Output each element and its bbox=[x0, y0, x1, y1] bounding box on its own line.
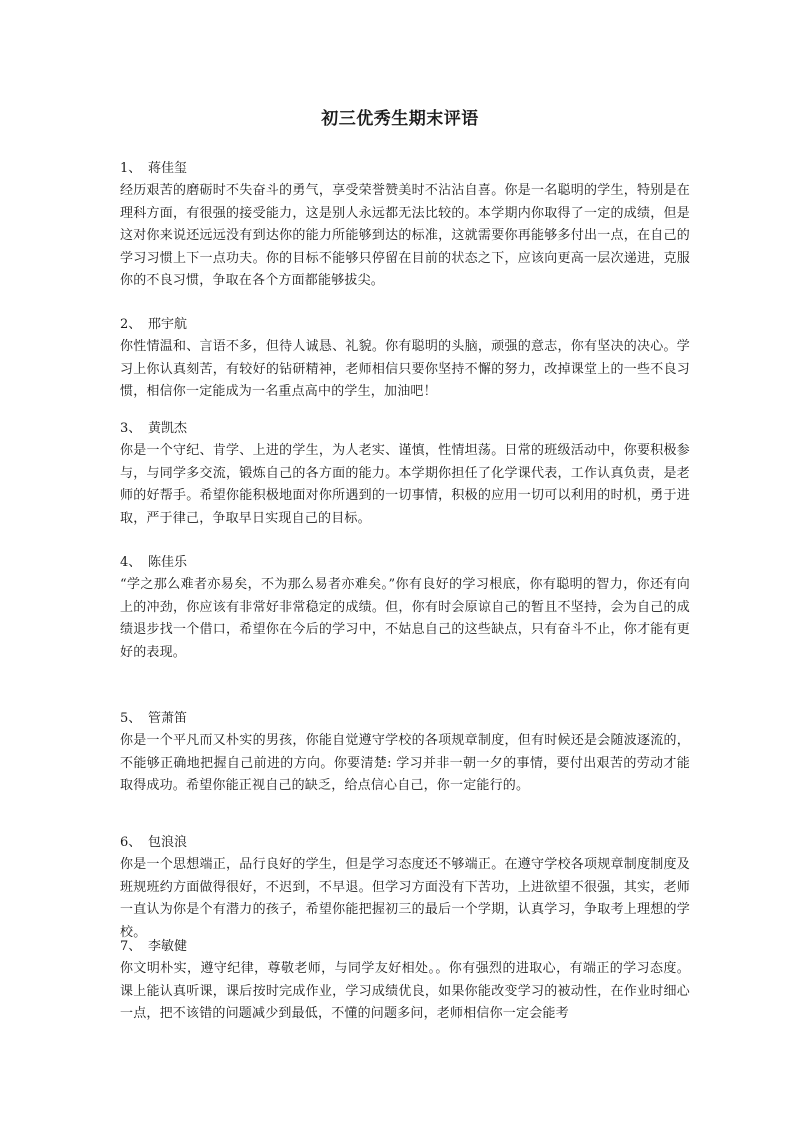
comment-entry bbox=[120, 708, 690, 798]
comment-text: “学之那么难者亦易矣，不为那么易者亦难矣。”你有良好的学习根底，你有聪明的智力，你还有向上的冲劲，你应该有非常好非常稳定的成绩。但，你有时会原谅自己的暂且不坚持，会为自己的成绩退步找一个借口，希望你在今后的学习中，不姑息自己的这些缺点，只有奋斗不止，你才能有更好的表现。 bbox=[120, 577, 690, 660]
student-name: 管萧笛 bbox=[148, 711, 188, 726]
document-title: 初三优秀生期末评语 bbox=[321, 109, 479, 129]
student-name: 陈佳乐 bbox=[148, 555, 188, 570]
comment-entry bbox=[120, 158, 690, 293]
entry-number: 4、 bbox=[120, 555, 142, 570]
comment-entry bbox=[120, 936, 690, 1026]
entry-number: 6、 bbox=[120, 835, 142, 850]
entry-number: 2、 bbox=[120, 317, 142, 332]
comment-entry bbox=[120, 552, 690, 664]
entry-heading bbox=[120, 832, 690, 854]
entry-number: 5、 bbox=[120, 711, 142, 726]
student-name: 包浪浪 bbox=[148, 835, 188, 850]
comment-entry bbox=[120, 832, 690, 944]
student-name: 蒋佳玺 bbox=[148, 161, 188, 176]
entry-heading bbox=[120, 552, 690, 574]
entry-number: 1、 bbox=[120, 161, 142, 176]
entry-number: 7、 bbox=[120, 939, 142, 954]
comment-text: 你文明朴实，遵守纪律，尊敬老师，与同学友好相处。。你有强烈的进取心，有端正的学习态度。课上能认真听课，课后按时完成作业，学习成绩优良，如果你能改变学习的被动性，在作业时细心一点，把不该错的问题减少到最低，不懂的问题多问，老师相信你一定会能考 bbox=[120, 961, 690, 1021]
comment-text: 你是一个守纪、肯学、上进的学生，为人老实、谨慎，性情坦荡。日常的班级活动中，你要积极参与，与同学多交流，锻炼自己的各方面的能力。本学期你担任了化学课代表，工作认真负责，是老师的好帮手。希望你能积极地面对你所遇到的一切事情，积极的应用一切可以利用的时机，勇于进取，严于律己，争取早日实现自己的目标。 bbox=[120, 443, 690, 526]
comment-text: 你是一个平凡而又朴实的男孩，你能自觉遵守学校的各项规章制度，但有时候还是会随波逐流的，不能够正确地把握自己前进的方向。你要清楚: 学习并非一朝一夕的事情，要付出艰苦的劳动才能取得成功。希望你能正视自己的缺乏，给点信心自己，你一定能行的。 bbox=[120, 733, 690, 793]
comment-text: 你是一个思想端正，品行良好的学生，但是学习态度还不够端正。在遵守学校各项规章制度制度及班规班约方面做得很好，不迟到，不早退。但学习方面没有下苦功，上进欲望不很强，其实，老师一直认为你是个有潜力的孩子，希望你能把握初三的最后一个学期，认真学习，争取考上理想的学校。 bbox=[120, 857, 690, 940]
entry-number: 3、 bbox=[120, 421, 142, 436]
student-name: 黄凯杰 bbox=[148, 421, 188, 436]
comment-entry bbox=[120, 314, 690, 404]
comment-text: 你性情温和、言语不多，但待人诚恳、礼貌。你有聪明的头脑，顽强的意志，你有坚决的决心。学习上你认真刻苦，有较好的钻研精神，老师相信只要你坚持不懈的努力，改掉课堂上的一些不良习惯，相信你一定能成为一名重点高中的学生，加油吧！ bbox=[120, 339, 690, 399]
entry-heading bbox=[120, 418, 690, 440]
comment-text: 经历艰苦的磨砺时不失奋斗的勇气，享受荣誉赞美时不沾沾自喜。你是一名聪明的学生，特别是在理科方面，有很强的接受能力，这是别人永远都无法比较的。本学期内你取得了一定的成绩，但是这对你来说还远远没有到达你的能力所能够到达的标准，这就需要你再能够多付出一点，在自己的学习习惯上下一点功夫。你的目标不能够只停留在目前的状态之下，应该向更高一层次递进，克服你的不良习惯，争取在各个方面都能够拔尖。 bbox=[120, 183, 690, 288]
comment-entry bbox=[120, 418, 690, 530]
student-name: 邢宇航 bbox=[148, 317, 188, 332]
entry-heading bbox=[120, 708, 690, 730]
entry-heading bbox=[120, 158, 690, 180]
entry-heading bbox=[120, 936, 690, 958]
entry-heading bbox=[120, 314, 690, 336]
student-name: 李敏健 bbox=[148, 939, 188, 954]
